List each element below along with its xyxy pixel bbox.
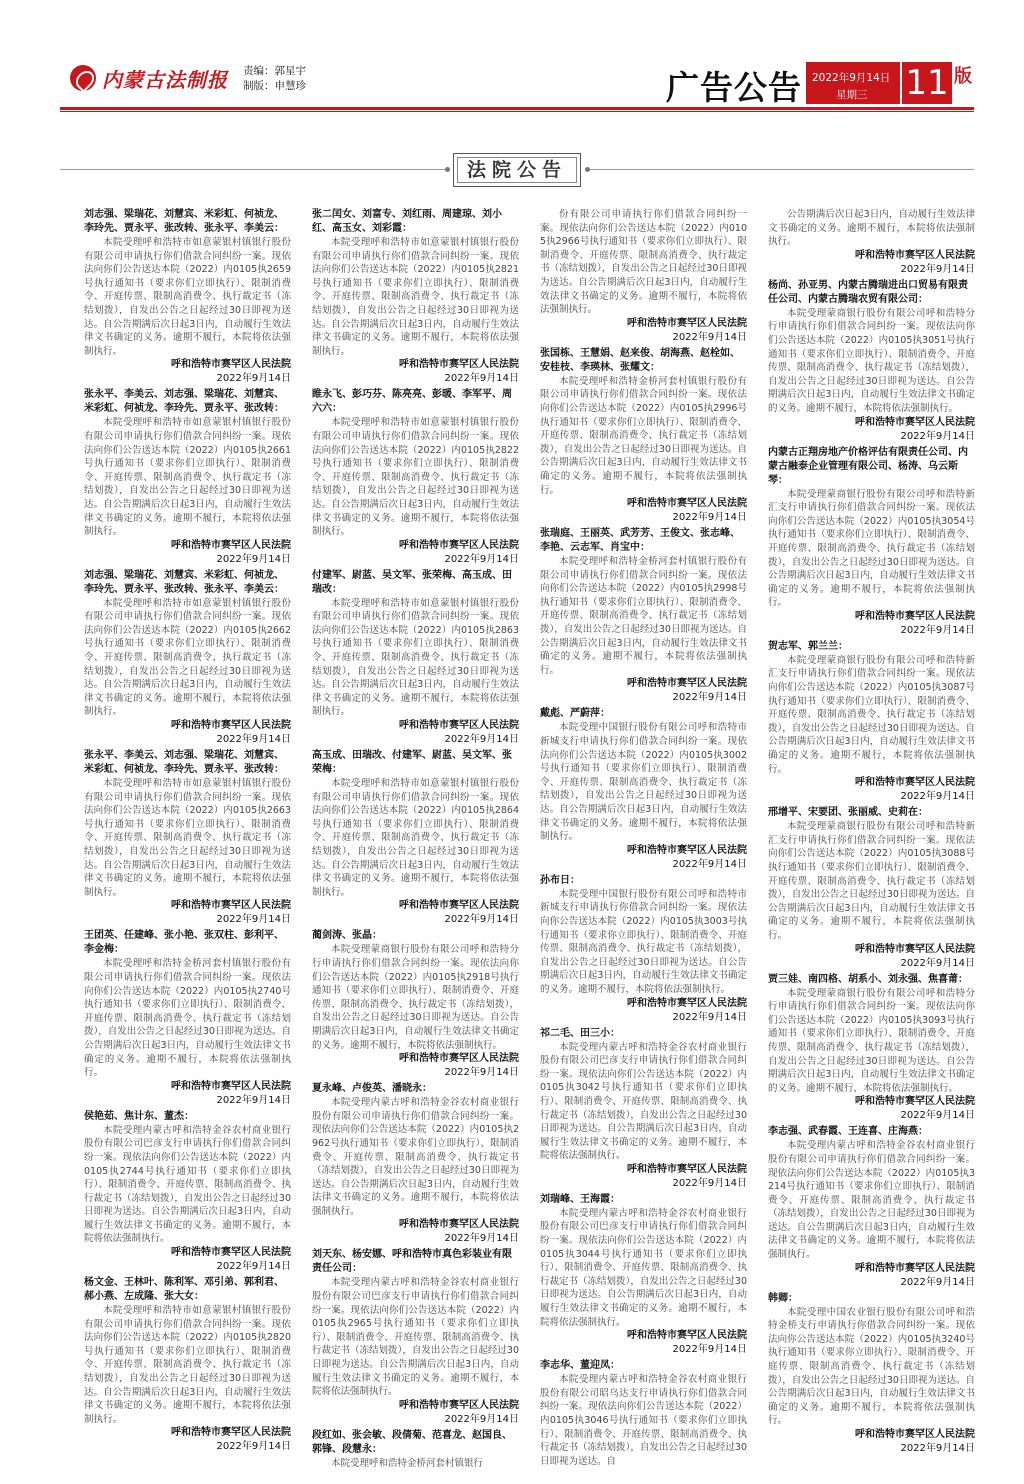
notice-body: 本院受理内蒙古呼和浩特金谷农村商业银行股份有限公司昭乌达支行申请执行你们借款合同纠纷一案。现依法向你们公告送达本院（2022）内0105执3046号执行通知书（要求你们立即执行）、限制消费令、开庭传票、限制高消费令、执行裁定书（冻结划拨），自发出公告之日起经过30日即视为送达。自 <box>540 1374 747 1467</box>
notice-parties: 蔺剑涛、张晶： <box>312 930 382 942</box>
notice-court: 呼和浩特市赛罕区人民法院 <box>399 900 519 912</box>
court-notice <box>84 388 291 566</box>
notice-date: 2022年9月14日 <box>672 1011 747 1023</box>
notice-date: 2022年9月14日 <box>444 1067 519 1079</box>
notice-body: 本院受理中国银行股份有限公司呼和浩特市新城支行申请执行你们借款合同纠纷一案。现依法向你们公告送达本院（2022）内0105执3002号执行通知书（要求你们立即执行）、限制消费令、开庭传票、限制高消费令、执行裁定书（冻结划拨），自发出公告之日起经过30日即视为送达。自公告期满后次日起3日内，自动履行生效法律文书确定的义务。逾期不履行，本院将依法强制执行。 <box>540 722 747 843</box>
notice-court: 呼和浩特市赛罕区人民法院 <box>399 1399 519 1411</box>
notice-court: 呼和浩特市赛罕区人民法院 <box>171 539 291 551</box>
notice-body: 本院受理呼和浩特市如意蒙银村镇银行股份有限公司申请执行你们借款合同纠纷一案。现依法向你们公告送达本院（2022）内0105执2663号执行通知书（要求你们立即执行）、限制消费令、开庭传票、限制高消费令、执行裁定书（冻结划拨），自发出公告之日起经过30日即视为送达。自公告期满后次日起3日内，自动履行生效法律文书确定的义务。逾期不履行，本院将依法强制执行。 <box>84 778 291 898</box>
notice-body: 公告期满后次日起3日内，自动履行生效法律文书确定的义务。逾期不履行，本院将依法强制执行。 <box>768 209 975 248</box>
notice-date: 2022年9月14日 <box>444 1413 519 1425</box>
court-notice <box>540 347 747 525</box>
court-notice <box>540 1193 747 1357</box>
notice-date: 2022年9月14日 <box>900 263 975 275</box>
notice-date: 2022年9月14日 <box>216 1261 291 1273</box>
banner-title: 法院公告 <box>466 159 567 181</box>
notice-court: 呼和浩特市赛罕区人民法院 <box>855 943 975 955</box>
banner-line-right <box>590 169 974 170</box>
page-number: 11 <box>900 62 952 104</box>
notice-date: 2022年9月14日 <box>672 858 747 870</box>
notice-parties: 侯艳茹、焦计东、董杰： <box>84 1110 194 1122</box>
notice-parties: 张永平、李美云、刘志强、梁瑞花、刘慧宾、米彩虹、何祯龙、李玲先、贾永平、张改转： <box>84 750 284 776</box>
notice-body: 本院受理呼和浩特市如意蒙银村镇银行股份有限公司申请执行你们借款合同纠纷一案。现依法向你们公告送达本院（2022）内0105执2661号执行通知书（要求你们立即执行）、限制消费令、开庭传票、限制高消费令、执行裁定书（冻结划拨），自发出公告之日起经过30日即视为送达。自公告期满后次日起3日内，自动履行生效法律文书确定的义务。逾期不履行，本院将依法强制执行。 <box>84 417 291 538</box>
court-notice <box>768 208 975 277</box>
notice-body: 本院受理呼和浩特市如意蒙银村镇银行股份有限公司申请执行你们借款合同纠纷一案。现依法向你们公告送达本院（2022）内0105执2820号执行通知书（要求你们立即执行）、限制消费令、开庭传票、限制高消费令、执行裁定书（冻结划拨），自发出公告之日起经过30日即视为送达。自公告期满后次日起3日内，自动履行生效法律文书确定的义务。逾期不履行，本院将依法强制执行。 <box>84 1305 291 1425</box>
notice-date: 2022年9月14日 <box>672 1344 747 1356</box>
issue-weekday: 星期三 <box>836 89 868 101</box>
notice-court: 呼和浩特市赛罕区人民法院 <box>171 359 291 371</box>
notice-parties: 张国栋、王慧娟、赵来俊、胡海燕、赵栓如、安桂枝、李瑛林、张耀文： <box>540 347 740 373</box>
court-notice <box>540 1027 747 1191</box>
notice-date: 2022年9月14日 <box>216 914 291 926</box>
notice-parties: 段红如、张会敏、段倩菊、范喜龙、赵国良、郭锋、段慧永： <box>312 1429 512 1455</box>
notice-parties: 杨文金、王林叶、陈利军、邓引弟、郭利君、郝小燕、左成隆、张大女： <box>84 1277 284 1303</box>
emblem-icon <box>70 65 96 91</box>
notice-parties: 孙布日： <box>540 874 580 886</box>
notice-court: 呼和浩特市赛罕区人民法院 <box>627 317 747 329</box>
notice-court: 呼和浩特市赛罕区人民法院 <box>399 720 519 732</box>
notice-body: 本院受理内蒙古呼和浩特金谷农村商业银行股份有限公司巴彦支行申请执行你们借款合同纠纷一案。现依法向你们公告送达本院（2022）内0105执3042号执行通知书（要求你们立即执行）、限制消费令、开庭传票、限制高消费令、执行裁定书（冻结划拨），自发出公告之日起经过30日即视为送达。自公告期满后次日起3日内，自动履行生效法律文书确定的义务。逾期不履行，本院将依法强制执行。 <box>540 1041 747 1162</box>
court-notice <box>312 749 519 927</box>
notice-columns <box>84 208 975 1478</box>
notice-date: 2022年9月14日 <box>900 1443 975 1454</box>
issue-date-box <box>806 62 900 104</box>
notice-body: 本院受理呼和浩特市如意蒙银村镇银行股份有限公司申请执行你们借款合同纠纷一案。现依法向你们公告送达本院（2022）内0105执2821号执行通知书（要求你们立即执行）、限制消费令、开庭传票、限制高消费令、执行裁定书（冻结划拨），自发出公告之日起经过30日即视为送达。自公告期满后次日起3日内，自动履行生效法律文书确定的义务。逾期不履行，本院将依法强制执行。 <box>312 237 519 357</box>
notice-court: 呼和浩特市赛罕区人民法院 <box>855 777 975 789</box>
notice-body: 本院受理呼和浩特市如意蒙银村镇银行股份有限公司申请执行你们借款合同纠纷一案。现依法向你们公告送达本院（2022）内0105执2863号执行通知书（要求你们立即执行）、限制消费令、开庭传票、限制高消费令、执行裁定书（冻结划拨），自发出公告之日起经过30日即视为送达。自公告期满后次日起3日内，自动履行生效法律文书确定的义务。逾期不履行，本院将依法强制执行。 <box>312 597 519 718</box>
court-notice <box>540 874 747 1025</box>
notice-body: 本院受理呼和浩特市如意蒙银村镇银行股份有限公司申请执行你们借款合同纠纷一案。现依法向你们公告送达本院（2022）内0105执2864号执行通知书（要求你们立即执行）、限制消费令、开庭传票、限制高消费令、执行裁定书（冻结划拨），自发出公告之日起经过30日即视为送达。自公告期满后次日起3日内，自动履行生效法律文书确定的义务。逾期不履行，本院将依法强制执行。 <box>312 778 519 898</box>
court-notice <box>312 388 519 566</box>
notice-body: 本院受理蒙商银行股份有限公司呼和浩特分行申请执行你们借款合同纠纷一案。现依法向你们公告送达本院（2022）内0105执3093号执行通知书（要求你们立即执行）、限制消费令、开庭传票、限制高消费令、执行裁定书（冻结划拨），自发出公告之日起经过30日即视为送达。自公告期满后次日起3日内，自动履行生效法律文书确定的义务。逾期不履行，本院将依法强制执行。 <box>768 987 975 1094</box>
notice-date: 2022年9月14日 <box>900 430 975 442</box>
court-notice <box>84 1110 291 1274</box>
notice-date: 2022年9月14日 <box>444 1233 519 1245</box>
notice-parties: 李志强、武春霞、王连喜、庄海燕： <box>768 1126 928 1138</box>
notice-column <box>540 208 747 1478</box>
notice-court: 呼和浩特市赛罕区人民法院 <box>855 1429 975 1440</box>
notice-court: 呼和浩特市赛罕区人民法院 <box>627 1163 747 1175</box>
notice-body: 份有限公司申请执行你们借款合同纠纷一案。现依法向你们公告送达本院（2022）内0105执2966号执行通知书（要求你们立即执行）、限制消费令、开庭传票、限制高消费令、执行裁定书（冻结划拨），自发出公告之日起经过30日即视为送达。自公告期满后次日起3日内，自动履行生效法律文书确定的义务。逾期不履行，本院将依法强制执行。 <box>540 209 747 316</box>
notice-date: 2022年9月14日 <box>900 791 975 803</box>
notice-date: 2022年9月14日 <box>444 914 519 926</box>
notice-parties: 杨尚、孙亚男、内蒙古腾瑞进出口贸易有限责任公司、内蒙古腾瑞农贸有限公司： <box>768 279 968 305</box>
notice-court: 呼和浩特市赛罕区人民法院 <box>855 610 975 622</box>
notice-body: 本院受理内蒙古呼和浩特金谷农村商业银行股份有限公司申请执行你们借款合同纠纷一案。现依法向你们公告送达本院（2022）内0105执2962号执行通知书（要求你们立即执行）、限制消费令、开庭传票、限制高消费令、执行裁定书（冻结划拨），自发出公告之日起经过30日即视为送达。自公告期满后次日起3日内，自动履行生效法律文书确定的义务。逾期不履行，本院将依法强制执行。 <box>312 1097 519 1217</box>
court-notice <box>84 569 291 747</box>
notice-body: 本院受理内蒙古呼和浩特金谷农村商业银行股份有限公司巴彦支行申请执行你们借款合同纠纷一案。现依法向你们公告送达本院（2022）内0105执3044号执行通知书（要求你们立即执行）、限制消费令、开庭传票、限制高消费令、执行裁定书（冻结划拨），自发出公告之日起经过30日即视为送达。自公告期满后次日起3日内，自动履行生效法律文书确定的义务。逾期不履行，本院将依法强制执行。 <box>540 1207 747 1328</box>
notice-body: 本院受理呼和浩特市如意蒙银村镇银行股份有限公司申请执行你们借款合同纠纷一案。现依法向你们公告送达本院（2022）内0105执2822号执行通知书（要求你们立即执行）、限制消费令、开庭传票、限制高消费令、执行裁定书（冻结划拨），自发出公告之日起经过30日即视为送达。自公告期满后次日起3日内，自动履行生效法律文书确定的义务。逾期不履行，本院将依法强制执行。 <box>312 417 519 538</box>
notice-parties: 贺志军、郭兰兰： <box>768 640 848 652</box>
notice-parties: 祁二毛、田三小： <box>540 1027 620 1039</box>
header-rule-thin <box>60 111 974 112</box>
notice-date: 2022年9月14日 <box>900 624 975 636</box>
notice-body: 本院受理蒙商银行股份有限公司呼和浩特分行申请执行你们借款合同纠纷一案。现依法向你们公告送达本院（2022）内0105执2918号执行通知书（要求你们立即执行）、限制消费令、开庭传票、限制高消费令、执行裁定书（冻结划拨），自发出公告之日起经过30日即视为送达。自公告期满后次日起3日内，自动履行生效法律文书确定的义务。逾期不履行，本院将依法强制执行。 <box>312 944 519 1051</box>
notice-parties: 贾三娃、南四格、胡系小、刘永强、焦喜莆： <box>768 973 968 985</box>
notice-body: 本院受理蒙商银行股份有限公司呼和浩特新汇支行申请执行你们借款合同纠纷一案。现依法向你们公告送达本院（2022）内0105执3054号执行通知书（要求你们立即执行）、限制消费令、开庭传票、限制高消费令、执行裁定书（冻结划拨），自发出公告之日起经过30日即视为送达。自公告期满后次日起3日内，自动履行生效法律文书确定的义务。逾期不履行，本院将依法强制执行。 <box>768 488 975 609</box>
notice-body: 本院受理呼和浩特金桥河套村镇银行股份有限公司申请执行你们借款合同纠纷一案。现依法向你们公告送达本院（2022）内0105执2996号执行通知书（要求你们立即执行）、限制消费令、开庭传票、限制高消费令、执行裁定书（冻结划拨），自发出公告之日起经过30日即视为送达。自公告期满后次日起3日内，自动履行生效法律文书确定的义务。逾期不履行，本院将依法强制执行。 <box>540 375 747 496</box>
notice-body: 本院受理呼和浩特金桥河套村镇银行 <box>331 1457 484 1469</box>
notice-body: 本院受理中国银行股份有限公司呼和浩特市新城支行申请执行你借款合同纠纷一案。现依法向你公告送达本院（2022）内0105执3003号执行通知书（要求你立即执行）、限制消费令、开庭传票、限制高消费令、执行裁定书（冻结划拨），自发出公告之日起经过30日即视为送达。自公告期满后次日起3日内，自动履行生效法律文书确定的义务。逾期不履行，本院将依法强制执行。 <box>540 888 747 995</box>
notice-parties: 内蒙古正翔房地产价格评估有限责任公司、内蒙古融泰企业管理有限公司、杨涛、乌云斯琴： <box>768 446 968 486</box>
court-notice <box>312 569 519 747</box>
notice-parties: 刘瑞峰、王海霞： <box>540 1193 620 1205</box>
section-title: 广告公告 <box>666 68 802 107</box>
notice-body: 本院受理呼和浩特市如意蒙银村镇银行股份有限公司申请执行你们借款合同纠纷一案。现依法向你们公告送达本院（2022）内0105执2662号执行通知书（要求你们立即执行）、限制消费令、开庭传票、限制高消费令、执行裁定书（冻结划拨），自发出公告之日起经过30日即视为送达。自公告期满后次日起3日内，自动履行生效法律文书确定的义务。逾期不履行，本院将依法强制执行。 <box>84 597 291 718</box>
notice-court: 呼和浩特市赛罕区人民法院 <box>399 1053 519 1065</box>
court-notice <box>540 707 747 871</box>
notice-column <box>768 208 975 1478</box>
notice-body: 本院受理呼和浩特金桥河套村镇银行股份有限公司申请执行你们借款合同纠纷一案。现依法向你们公告送达本院（2022）内0105执2998号执行通知书（要求你们立即执行）、限制消费令、开庭传票、限制高消费令、执行裁定书（冻结划拨），自发出公告之日起经过30日即视为送达。自公告期满后次日起3日内，自动履行生效法律文书确定的义务。逾期不履行，本院将依法强制执行。 <box>540 556 747 676</box>
banner-box <box>453 153 581 187</box>
notice-body: 本院受理中国农业银行股份有限公司呼和浩特金桥支行申请执行你借款合同纠纷一案。现依法向你公告送达本院（2022）内0105执3240号执行通知书（要求你立即执行）、限制消费令、开庭传票、限制高消费令、执行裁定书（冻结划拨），自发出公告之日起经过30日即视为送达。自公告期满后次日起3日内，自动履行生效法律文书确定的义务。逾期不履行，本院将依法强制执行。 <box>768 1306 975 1427</box>
notice-court: 呼和浩特市赛罕区人民法院 <box>627 997 747 1009</box>
notice-body: 本院受理呼和浩特金桥河套村镇银行股份有限公司申请执行你们借款合同纠纷一案。现依法向你们公告送达本院（2022）内0105执2740号执行通知书（要求你们立即执行）、限制消费令、开庭传票、限制高消费令、执行裁定书（冻结划拨），自发出公告之日起经过30日即视为送达。自公告期满后次日起3日内，自动履行生效法律文书确定的义务。逾期不履行，本院将依法强制执行。 <box>84 958 291 1079</box>
court-notice <box>768 446 975 638</box>
court-notice <box>768 806 975 970</box>
notice-parties: 张瑞庭、王丽英、武芳芳、王俊文、张志峰、李艳、云志军、肖宝中： <box>540 528 740 554</box>
notice-court: 呼和浩特市赛罕区人民法院 <box>627 844 747 856</box>
producer-line: 制版：申慧珍 <box>243 80 306 92</box>
notice-body: 本院受理蒙商银行股份有限公司呼和浩特新汇支行申请执行你们借款合同纠纷一案。现依法向你们公告送达本院（2022）内0105执3087号执行通知书（要求你们立即执行）、限制消费令、开庭传票、限制高消费令、执行裁定书（冻结划拨），自发出公告之日起经过30日即视为送达。自公告期满后次日起3日内，自动履行生效法律文书确定的义务。逾期不履行，本院将依法强制执行。 <box>768 654 975 775</box>
editor-line: 责编：郭星宇 <box>243 65 306 77</box>
notice-date: 2022年9月14日 <box>672 331 747 343</box>
notice-court: 呼和浩特市赛罕区人民法院 <box>855 1262 975 1274</box>
notice-court: 呼和浩特市赛罕区人民法院 <box>627 1330 747 1342</box>
notice-date: 2022年9月14日 <box>672 512 747 524</box>
notice-body: 本院受理呼和浩特市如意蒙银村镇银行股份有限公司申请执行你们借款合同纠纷一案。现依法向你们公告送达本院（2022）内0105执2659号执行通知书（要求你们立即执行）、限制消费令、开庭传票、限制高消费令、执行裁定书（冻结划拨），自发出公告之日起经过30日即视为送达。自公告期满后次日起3日内，自动履行生效法律文书确定的义务。逾期不履行，本院将依法强制执行。 <box>84 237 291 357</box>
logo-text: 内蒙古法制报 <box>102 67 228 92</box>
court-notice <box>84 208 291 386</box>
court-notice <box>84 749 291 927</box>
court-notice <box>768 640 975 804</box>
notice-date: 2022年9月14日 <box>216 373 291 385</box>
notice-court: 呼和浩特市赛罕区人民法院 <box>171 900 291 912</box>
notice-date: 2022年9月14日 <box>672 1177 747 1189</box>
notice-parties: 张永平、李美云、刘志强、梁瑞花、刘慧宾、米彩虹、何祯龙、李玲先、贾永平、张改转： <box>84 389 284 415</box>
newspaper-logo <box>70 62 240 94</box>
issue-date: 2022年9月14日 <box>812 72 891 84</box>
notice-body: 本院受理蒙商银行股份有限公司呼和浩特分行申请执行你们借款合同纠纷一案。现依法向你们公告送达本院（2022）内0105执3051号执行通知书（要求你们立即执行）、限制消费令、开庭传票、限制高消费令、执行裁定书（冻结划拨），自发出公告之日起经过30日即视为送达。自公告期满后次日起3日内，自动履行生效法律文书确定的义务。逾期不履行，本院将依法强制执行。 <box>768 307 975 414</box>
notice-date: 2022年9月14日 <box>444 734 519 746</box>
notice-date: 2022年9月14日 <box>216 734 291 746</box>
header-rule <box>60 107 974 110</box>
editor-credits <box>243 64 306 94</box>
notice-parties: 付建军、尉蓝、吴文军、张荣梅、高玉成、田瑞改： <box>312 569 512 595</box>
notice-body: 本院受理内蒙古呼和浩特金谷农村商业银行股份有限公司巴彦支行申请执行你们借款合同纠纷一案。现依法向你们公告送达本院（2022）内0105执2744号执行通知书（要求你们立即执行）、限制消费令、开庭传票、限制高消费令、执行裁定书（冻结划拨），自发出公告之日起经过30日即视为送达。自公告期满后次日起3日内，自动履行生效法律文书确定的义务。逾期不履行，本院将依法强制执行。 <box>84 1124 291 1245</box>
notice-court: 呼和浩特市赛罕区人民法院 <box>171 1247 291 1259</box>
notice-date: 2022年9月14日 <box>216 1441 291 1453</box>
notice-body: 本院受理蒙商银行股份有限公司呼和浩特新汇支行申请执行你们借款合同纠纷一案。现依法向你们公告送达本院（2022）内0105执3088号执行通知书（要求你们立即执行）、限制消费令、开庭传票、限制高消费令、执行裁定书（冻结划拨），自发出公告之日起经过30日即视为送达。自公告期满后次日起3日内，自动履行生效法律文书确定的义务。逾期不履行，本院将依法强制执行。 <box>768 821 975 941</box>
notice-parties: 王团英、任建峰、张小艳、张双柱、彭利平、李金梅： <box>84 930 284 956</box>
court-notice <box>540 1359 747 1468</box>
court-notice <box>84 929 291 1107</box>
court-notice <box>768 1125 975 1289</box>
notice-court: 呼和浩特市赛罕区人民法院 <box>171 720 291 732</box>
notice-parties: 张二闰女、刘富专、刘红雨、周建琼、刘小红、高玉女、刘彩霞： <box>312 209 502 234</box>
court-notice <box>312 1082 519 1246</box>
notice-column <box>84 208 291 1478</box>
court-notice <box>312 208 519 386</box>
court-notice <box>312 1429 519 1471</box>
notice-date: 2022年9月14日 <box>900 1276 975 1288</box>
notice-parties: 高玉成、田瑞改、付建军、尉蓝、吴文军、张荣梅： <box>312 750 512 776</box>
court-notice <box>312 929 519 1080</box>
notice-court: 呼和浩特市赛罕区人民法院 <box>855 416 975 428</box>
court-notice <box>768 973 975 1124</box>
page-label: 版 <box>954 66 972 87</box>
notice-column <box>312 208 519 1478</box>
notice-body: 本院受理内蒙古呼和浩特金谷农村商业银行股份有限公司申请执行你们借款合同纠纷一案。现依法向你们公告送达本院（2022）内0105执3214号执行通知书（要求你们立即执行）、限制消费令、开庭传票、限制高消费令、执行裁定书（冻结划拨），自发出公告之日起经过30日即视为送达。自公告期满后次日起3日内，自动履行生效法律文书确定的义务。逾期不履行，本院将依法强制执行。 <box>768 1140 975 1261</box>
banner-dot-left <box>445 167 450 172</box>
notice-parties: 邢增平、宋要团、张丽威、史莉在： <box>768 807 928 819</box>
notice-court: 呼和浩特市赛罕区人民法院 <box>171 1427 291 1439</box>
notice-court: 呼和浩特市赛罕区人民法院 <box>171 1080 291 1092</box>
notice-court: 呼和浩特市赛罕区人民法院 <box>627 678 747 690</box>
notice-parties: 刘志强、梁瑞花、刘慧宾、米彩虹、何祯龙、李玲先、贾永平、张改转、张永平、李美云： <box>84 209 284 234</box>
notice-date: 2022年9月14日 <box>672 692 747 704</box>
court-notice <box>540 208 747 345</box>
notice-parties: 韩卿： <box>768 1292 798 1304</box>
notice-parties: 李志华、董迎凤： <box>540 1360 620 1372</box>
notice-body: 本院受理内蒙古呼和浩特金谷农村商业银行股份有限公司巴彦支行申请执行你们借款合同纠纷一案。现依法向你们公告送达本院（2022）内0105执2965号执行通知书（要求你们立即执行）、限制消费令、开庭传票、限制高消费令、执行裁定书（冻结划拨），自发出公告之日起经过30日即视为送达。自公告期满后次日起3日内，自动履行生效法律文书确定的义务。逾期不履行，本院将依法强制执行。 <box>312 1277 519 1398</box>
section-banner <box>60 150 974 190</box>
court-notice <box>540 527 747 705</box>
notice-parties: 刘志强、梁瑞花、刘慧宾、米彩虹、何祯龙、李玲先、贾永平、张改转、张永平、李美云： <box>84 569 284 595</box>
notice-court: 呼和浩特市赛罕区人民法院 <box>399 1219 519 1231</box>
notice-date: 2022年9月14日 <box>900 957 975 969</box>
notice-date: 2022年9月14日 <box>444 553 519 565</box>
court-notice <box>768 279 975 444</box>
notice-date: 2022年9月14日 <box>216 1094 291 1106</box>
notice-date: 2022年9月14日 <box>900 1110 975 1122</box>
court-notice <box>312 1248 519 1426</box>
notice-court: 呼和浩特市赛罕区人民法院 <box>399 539 519 551</box>
notice-court: 呼和浩特市赛罕区人民法院 <box>855 249 975 261</box>
notice-date: 2022年9月14日 <box>216 553 291 565</box>
notice-court: 呼和浩特市赛罕区人民法院 <box>627 498 747 510</box>
court-notice <box>768 1292 975 1456</box>
notice-parties: 戴彪、严蔚萍： <box>540 708 610 720</box>
notice-date: 2022年9月14日 <box>444 373 519 385</box>
court-notice <box>84 1276 291 1454</box>
notice-parties: 刘天东、杨安娜、呼和浩特市真色彩装业有限责任公司： <box>312 1249 512 1275</box>
notice-parties: 睢永飞、彭巧芬、陈亮亮、彭暖、李军平、周六六： <box>312 389 512 415</box>
notice-court: 呼和浩特市赛罕区人民法院 <box>399 359 519 371</box>
banner-line-left <box>60 169 450 170</box>
notice-court: 呼和浩特市赛罕区人民法院 <box>855 1096 975 1108</box>
masthead <box>0 0 1024 120</box>
notice-parties: 夏永峰、卢俊英、潘晓永： <box>312 1083 432 1095</box>
